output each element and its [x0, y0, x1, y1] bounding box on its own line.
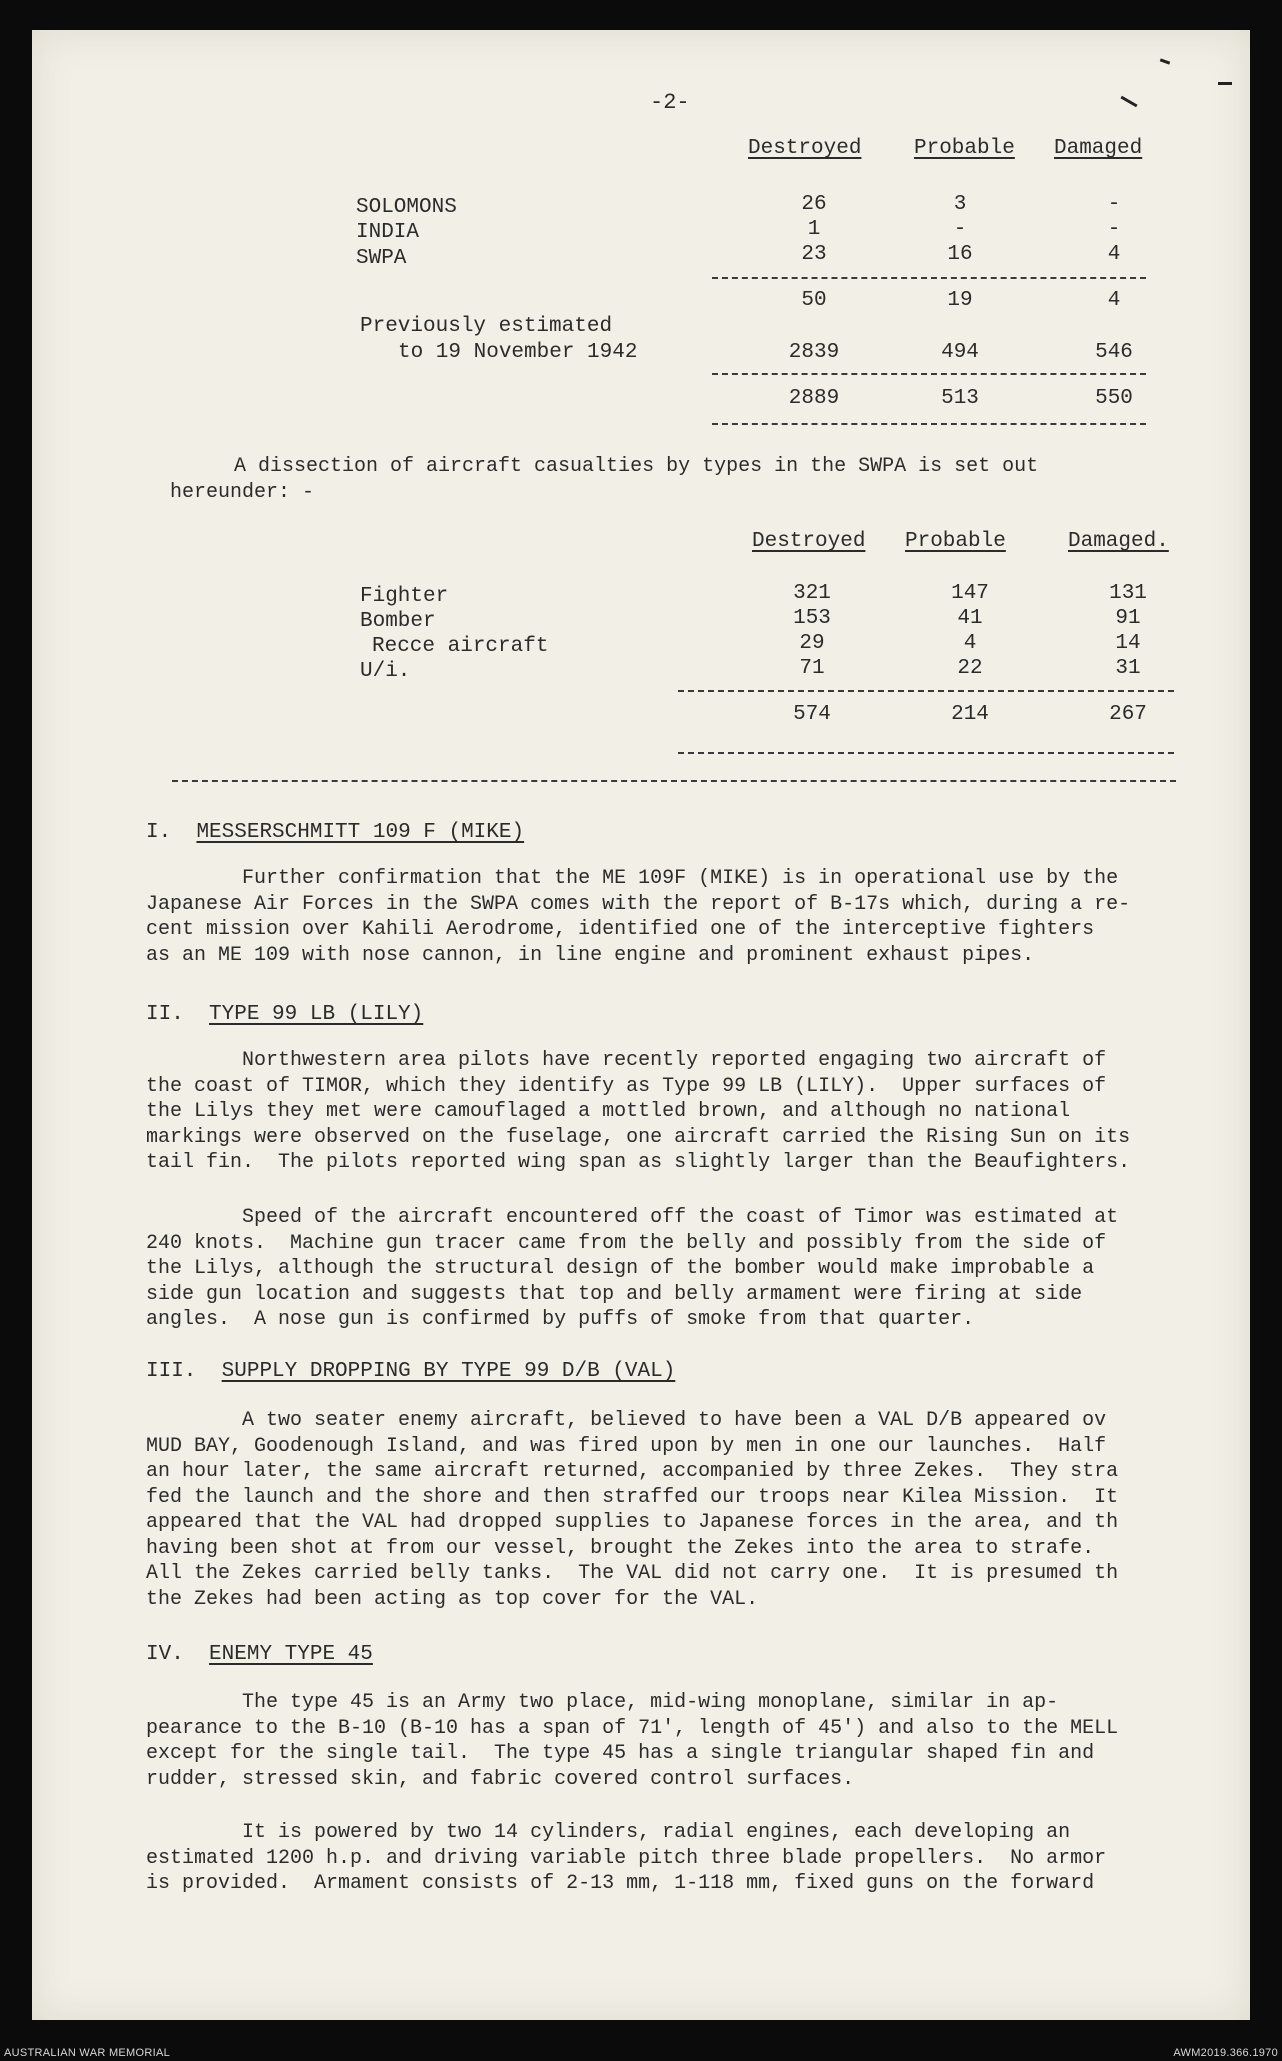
table2-row-label: U/i.	[360, 660, 411, 683]
section-number: II.	[146, 1003, 184, 1026]
table2-cell: 31	[1115, 657, 1141, 680]
table1-total-cell: 513	[941, 387, 979, 410]
table1-row-label: SOLOMONS	[356, 196, 457, 219]
table2-cell: 131	[1109, 582, 1147, 605]
table1-header-destroyed: Destroyed	[748, 137, 862, 160]
table1-cell: -	[953, 218, 967, 241]
section-heading	[146, 1003, 423, 1026]
table1-cell: 23	[801, 243, 827, 266]
section-paragraph: The type 45 is an Army two place, mid-wing monoplane, similar in ap- pearance to the B-10 (B-10 has a span of 71', length of 45') and also to the MELL except for the single tail. The type 45 has a single triangular shaped fin and rudder, stressed skin, and fabric covered control surfaces.	[146, 1691, 1119, 1791]
page-number: -2-	[650, 90, 690, 115]
section-paragraph: Speed of the aircraft encountered off the coast of Timor was estimated at 240 knots. Machine gun tracer came from the belly and possibly from the side of the Lilys, although the structural design of the bomber would make improbable a side gun location and suggests that top and belly armament were firing at side angles. A nose gun is confirmed by puffs of smoke from that quarter.	[146, 1206, 1119, 1331]
table1-total-cell: 550	[1095, 387, 1133, 410]
table1-total-cell: 2889	[788, 387, 840, 410]
table2-row-label: Bomber	[360, 610, 436, 633]
table1-previous-cell: 494	[941, 341, 979, 364]
table1-subtotal-cell: 19	[947, 289, 973, 312]
table1-previous-label: to 19 November 1942	[398, 341, 638, 364]
table1-cell: 1	[807, 218, 821, 241]
table1-previous-cell: 546	[1095, 341, 1133, 364]
table1-cell: -	[1107, 193, 1121, 216]
section-number: I.	[146, 821, 172, 844]
table2-end-rule	[678, 752, 1174, 754]
table1-cell: 4	[1107, 243, 1121, 266]
table2-header-damaged: Damaged.	[1068, 530, 1169, 553]
table1-cell: 3	[953, 193, 967, 216]
section-number: III.	[146, 1360, 197, 1383]
section-title: TYPE 99 LB (LILY)	[209, 1003, 424, 1026]
table2-cell: 4	[963, 632, 977, 655]
table2-cell: 29	[799, 632, 825, 655]
table2-total-rule	[678, 690, 1174, 692]
table1-row-label: SWPA	[356, 247, 407, 270]
intro-line: hereunder: -	[170, 481, 315, 504]
ink-mark	[1218, 82, 1232, 85]
table2-header-probable: Probable	[905, 530, 1006, 553]
section-title: MESSERSCHMITT 109 F (MIKE)	[196, 821, 525, 844]
table2-cell: 91	[1115, 607, 1141, 630]
table1-subtotal-rule	[712, 277, 1146, 279]
table1-cell: 26	[801, 193, 827, 216]
table1-end-rule	[712, 423, 1146, 425]
section-paragraph: A two seater enemy aircraft, believed to have been a VAL D/B appeared ov MUD BAY, Goodenough Island, and was fired upon by men in one our launches. Half an hour later, the same aircraft returned, accompanied by three Zekes. They stra fed the launch and the shore and then straffed our troops near Kilea Mission. It appeared that the VAL had dropped supplies to Japanese forces in the area, and th having been shot at from our vessel, brought the Zekes into the area to strafe. All the Zekes carried belly tanks. The VAL did not carry one. It is presumed th the Zekes had been acting as top cover for the VAL.	[146, 1409, 1119, 1611]
section-divider	[172, 780, 1176, 782]
section-heading	[146, 821, 524, 844]
section-title: SUPPLY DROPPING BY TYPE 99 D/B (VAL)	[221, 1360, 676, 1383]
table1-previous-label: Previously estimated	[360, 315, 613, 338]
table1-total-rule	[712, 373, 1146, 375]
footer-accession: AWM2019.366.1970	[1173, 2047, 1278, 2059]
table2-row-label: Fighter	[360, 585, 449, 608]
table1-previous-cell: 2839	[788, 341, 840, 364]
intro-line: A dissection of aircraft casualties by types in the SWPA is set out	[234, 455, 1039, 478]
table2-total-cell: 214	[951, 703, 989, 726]
section-heading	[146, 1360, 675, 1383]
table2-cell: 153	[793, 607, 831, 630]
section-number: IV.	[146, 1643, 184, 1666]
table2-row-label: Recce aircraft	[372, 635, 549, 658]
table1-header-damaged: Damaged	[1054, 137, 1143, 160]
table1-cell: -	[1107, 218, 1121, 241]
table2-cell: 71	[799, 657, 825, 680]
table2-cell: 22	[957, 657, 983, 680]
section-paragraph: It is powered by two 14 cylinders, radial engines, each developing an estimated 1200 h.p. and driving variable pitch three blade propellers. No armor is provided. Armament consists of 2-13 mm, 1-118 mm, fixed guns on the forward	[146, 1821, 1107, 1895]
table1-subtotal-cell: 4	[1107, 289, 1121, 312]
section-paragraph: Northwestern area pilots have recently reported engaging two aircraft of the coast of TIMOR, which they identify as Type 99 LB (LILY). Upper surfaces of the Lilys they met were camouflaged a mottled brown, and although no national markings were observed on the fuselage, one aircraft carried the Rising Sun on its tail fin. The pilots reported wing span as slightly larger than the Beaufighters.	[146, 1049, 1131, 1174]
table2-total-cell: 574	[793, 703, 831, 726]
table1-row-label: INDIA	[356, 221, 420, 244]
section-title: ENEMY TYPE 45	[209, 1643, 373, 1666]
table2-header-destroyed: Destroyed	[752, 530, 866, 553]
section-paragraph: Further confirmation that the ME 109F (MIKE) is in operational use by the Japanese Air Forces in the SWPA comes with the report of B-17s which, during a re- cent mission over Kahili Aerodrome, identified one of the interceptive fighters as an ME 109 with nose cannon, in line engine and prominent exhaust pipes.	[146, 867, 1131, 967]
table2-cell: 147	[951, 582, 989, 605]
table2-cell: 41	[957, 607, 983, 630]
table1-header-probable: Probable	[914, 137, 1015, 160]
table2-cell: 321	[793, 582, 831, 605]
table1-subtotal-cell: 50	[801, 289, 827, 312]
table2-cell: 14	[1115, 632, 1141, 655]
footer-source: AUSTRALIAN WAR MEMORIAL	[4, 2047, 171, 2059]
table1-cell: 16	[947, 243, 973, 266]
section-heading	[146, 1643, 373, 1666]
table2-total-cell: 267	[1109, 703, 1147, 726]
